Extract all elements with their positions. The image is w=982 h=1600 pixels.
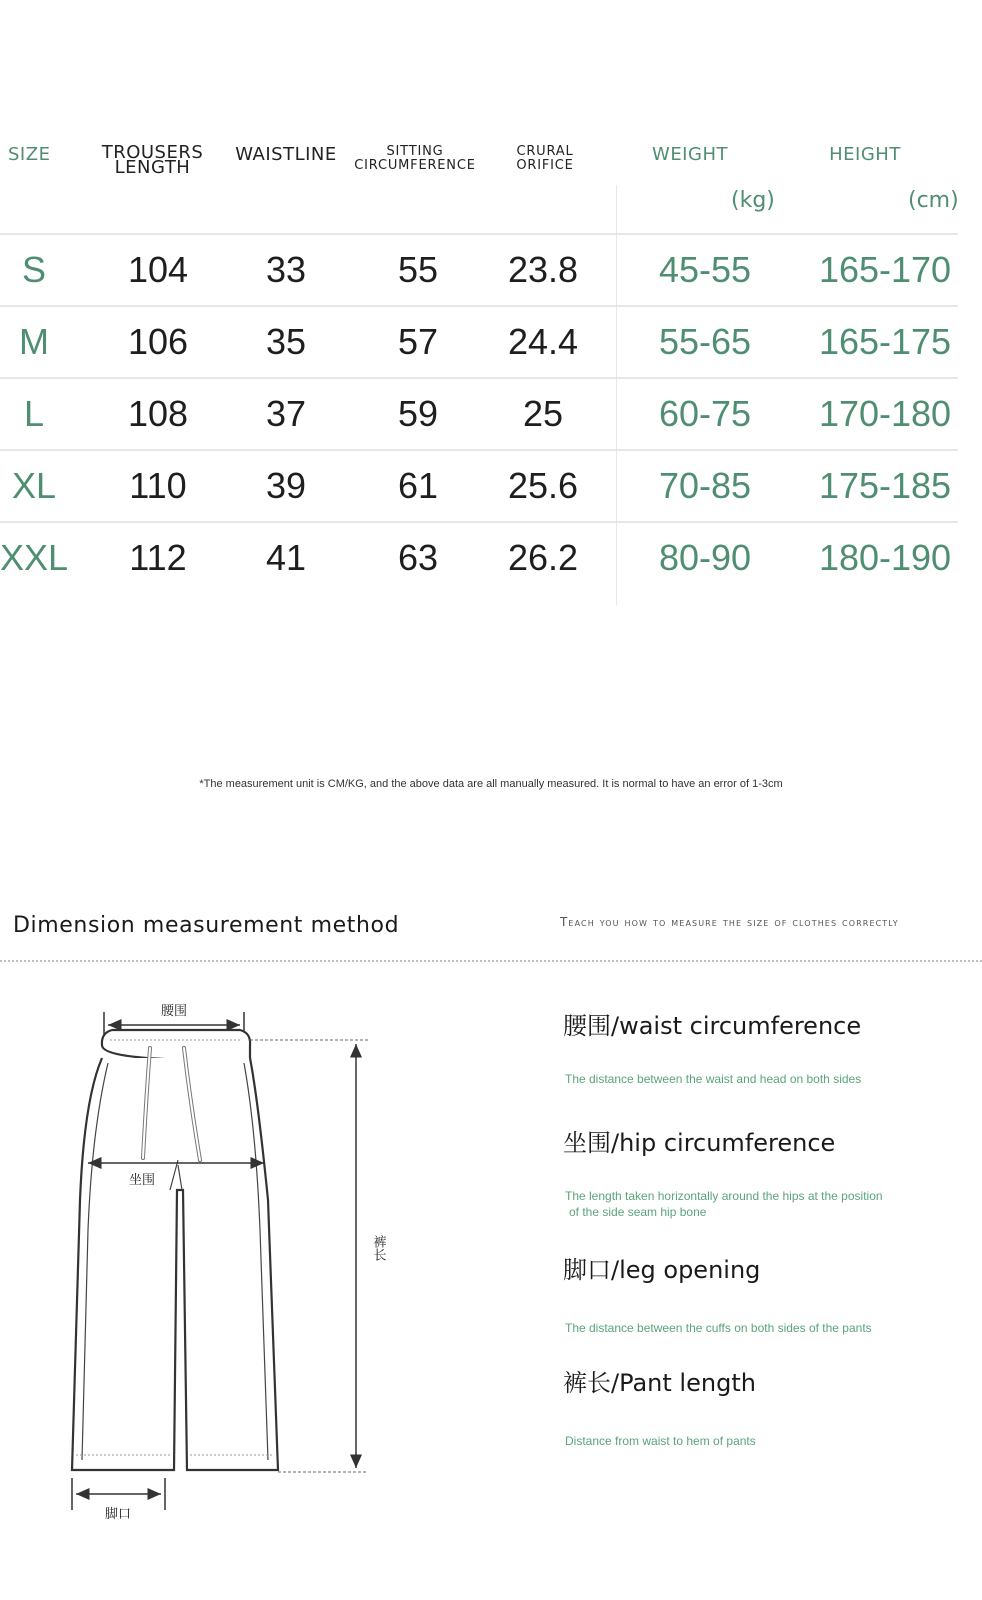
table-row [0, 234, 958, 306]
hip-desc-line2: of the side seam hip bone [569, 1205, 707, 1219]
cell-length: 106 [127, 321, 189, 362]
section-divider [0, 960, 982, 962]
section-subtitle: Teach you how to measure the size of clothes correctly [560, 915, 899, 929]
cell-waist: 35 [265, 321, 307, 362]
cell-height: 165-170 [818, 249, 952, 290]
cell-weight: 70-85 [658, 465, 752, 506]
table-row [0, 306, 958, 378]
leg-desc: The distance between the cuffs on both sides of the pants [565, 1321, 872, 1335]
cell-waist: 33 [265, 249, 307, 290]
header-crural-line1: CRURAL [516, 144, 574, 159]
header-crural-line2: ORIFICE [516, 158, 574, 173]
cell-crural: 25.6 [507, 465, 579, 506]
cell-length: 108 [127, 393, 189, 434]
cell-size: XXL [0, 537, 69, 578]
cell-crural: 26.2 [507, 537, 579, 578]
cell-crural: 24.4 [507, 321, 579, 362]
header-height: HEIGHT [829, 144, 901, 165]
hip-desc [565, 1188, 883, 1220]
waist-label: 腰围 [160, 1004, 188, 1019]
cell-weight: 55-65 [658, 321, 752, 362]
header-sitting-line2: CIRCUMFERENCE [354, 158, 476, 173]
waist-desc: The distance between the waist and head on both sides [565, 1072, 862, 1086]
cell-weight: 60-75 [658, 393, 752, 434]
cell-sitting: 61 [397, 465, 439, 506]
measurement-note: *The measurement unit is CM/KG, and the above data are all manually measured. It is normal to have an error of 1-3cm [199, 778, 783, 790]
unit-cm: (cm) [908, 188, 959, 213]
cell-sitting: 63 [397, 537, 439, 578]
cell-sitting: 59 [397, 393, 439, 434]
cell-sitting: 55 [397, 249, 439, 290]
length-desc: Distance from waist to hem of pants [565, 1434, 756, 1448]
cell-length: 104 [127, 249, 189, 290]
cell-weight: 80-90 [658, 537, 752, 578]
header-weight: WEIGHT [652, 144, 728, 165]
cell-crural: 23.8 [507, 249, 579, 290]
table-row [0, 450, 958, 522]
leg-label: 脚口 [104, 1507, 132, 1522]
cell-size: XL [11, 465, 57, 506]
leg-title: 脚口/leg opening [563, 1256, 761, 1284]
length-title: 裤长/Pant length [563, 1369, 756, 1397]
length-label: 裤长 [370, 1235, 386, 1261]
cell-height: 175-185 [818, 465, 952, 506]
cell-size: L [23, 393, 45, 434]
hip-label: 坐围 [128, 1173, 156, 1188]
unit-kg: (kg) [731, 188, 775, 213]
hip-title: 坐围/hip circumference [563, 1129, 836, 1157]
waist-title: 腰围/waist circumference [563, 1012, 862, 1040]
header-trousers-length-line2: LENGTH [114, 157, 191, 178]
header-size: SIZE [8, 144, 51, 165]
cell-height: 170-180 [818, 393, 952, 434]
cell-size: M [19, 321, 49, 362]
header-waistline: WAISTLINE [235, 144, 337, 165]
cell-waist: 41 [265, 537, 307, 578]
cell-length: 110 [129, 465, 187, 506]
cell-size: S [21, 249, 46, 290]
section-title: Dimension measurement method [13, 913, 400, 938]
cell-crural: 25 [522, 393, 564, 434]
table-row [0, 378, 958, 450]
header-sitting-line1: SITTING [386, 144, 444, 159]
header-sitting-circumference [350, 145, 480, 173]
cell-length: 112 [129, 537, 187, 578]
cell-weight: 45-55 [658, 249, 752, 290]
cell-waist: 39 [265, 465, 307, 506]
cell-height: 180-190 [818, 537, 952, 578]
table-row [0, 522, 958, 594]
cell-sitting: 57 [397, 321, 439, 362]
cell-waist: 37 [265, 393, 307, 434]
cell-height: 165-175 [818, 321, 952, 362]
pants-diagram [0, 990, 520, 1550]
header-crural-orifice [500, 145, 590, 173]
header-trousers-length-line1: TROUSERS [101, 142, 204, 163]
pants-body [72, 1058, 278, 1470]
waistband [102, 1030, 250, 1060]
header-trousers-length [100, 142, 205, 178]
hip-desc-line1: The length taken horizontally around the hips at the position [565, 1189, 883, 1203]
